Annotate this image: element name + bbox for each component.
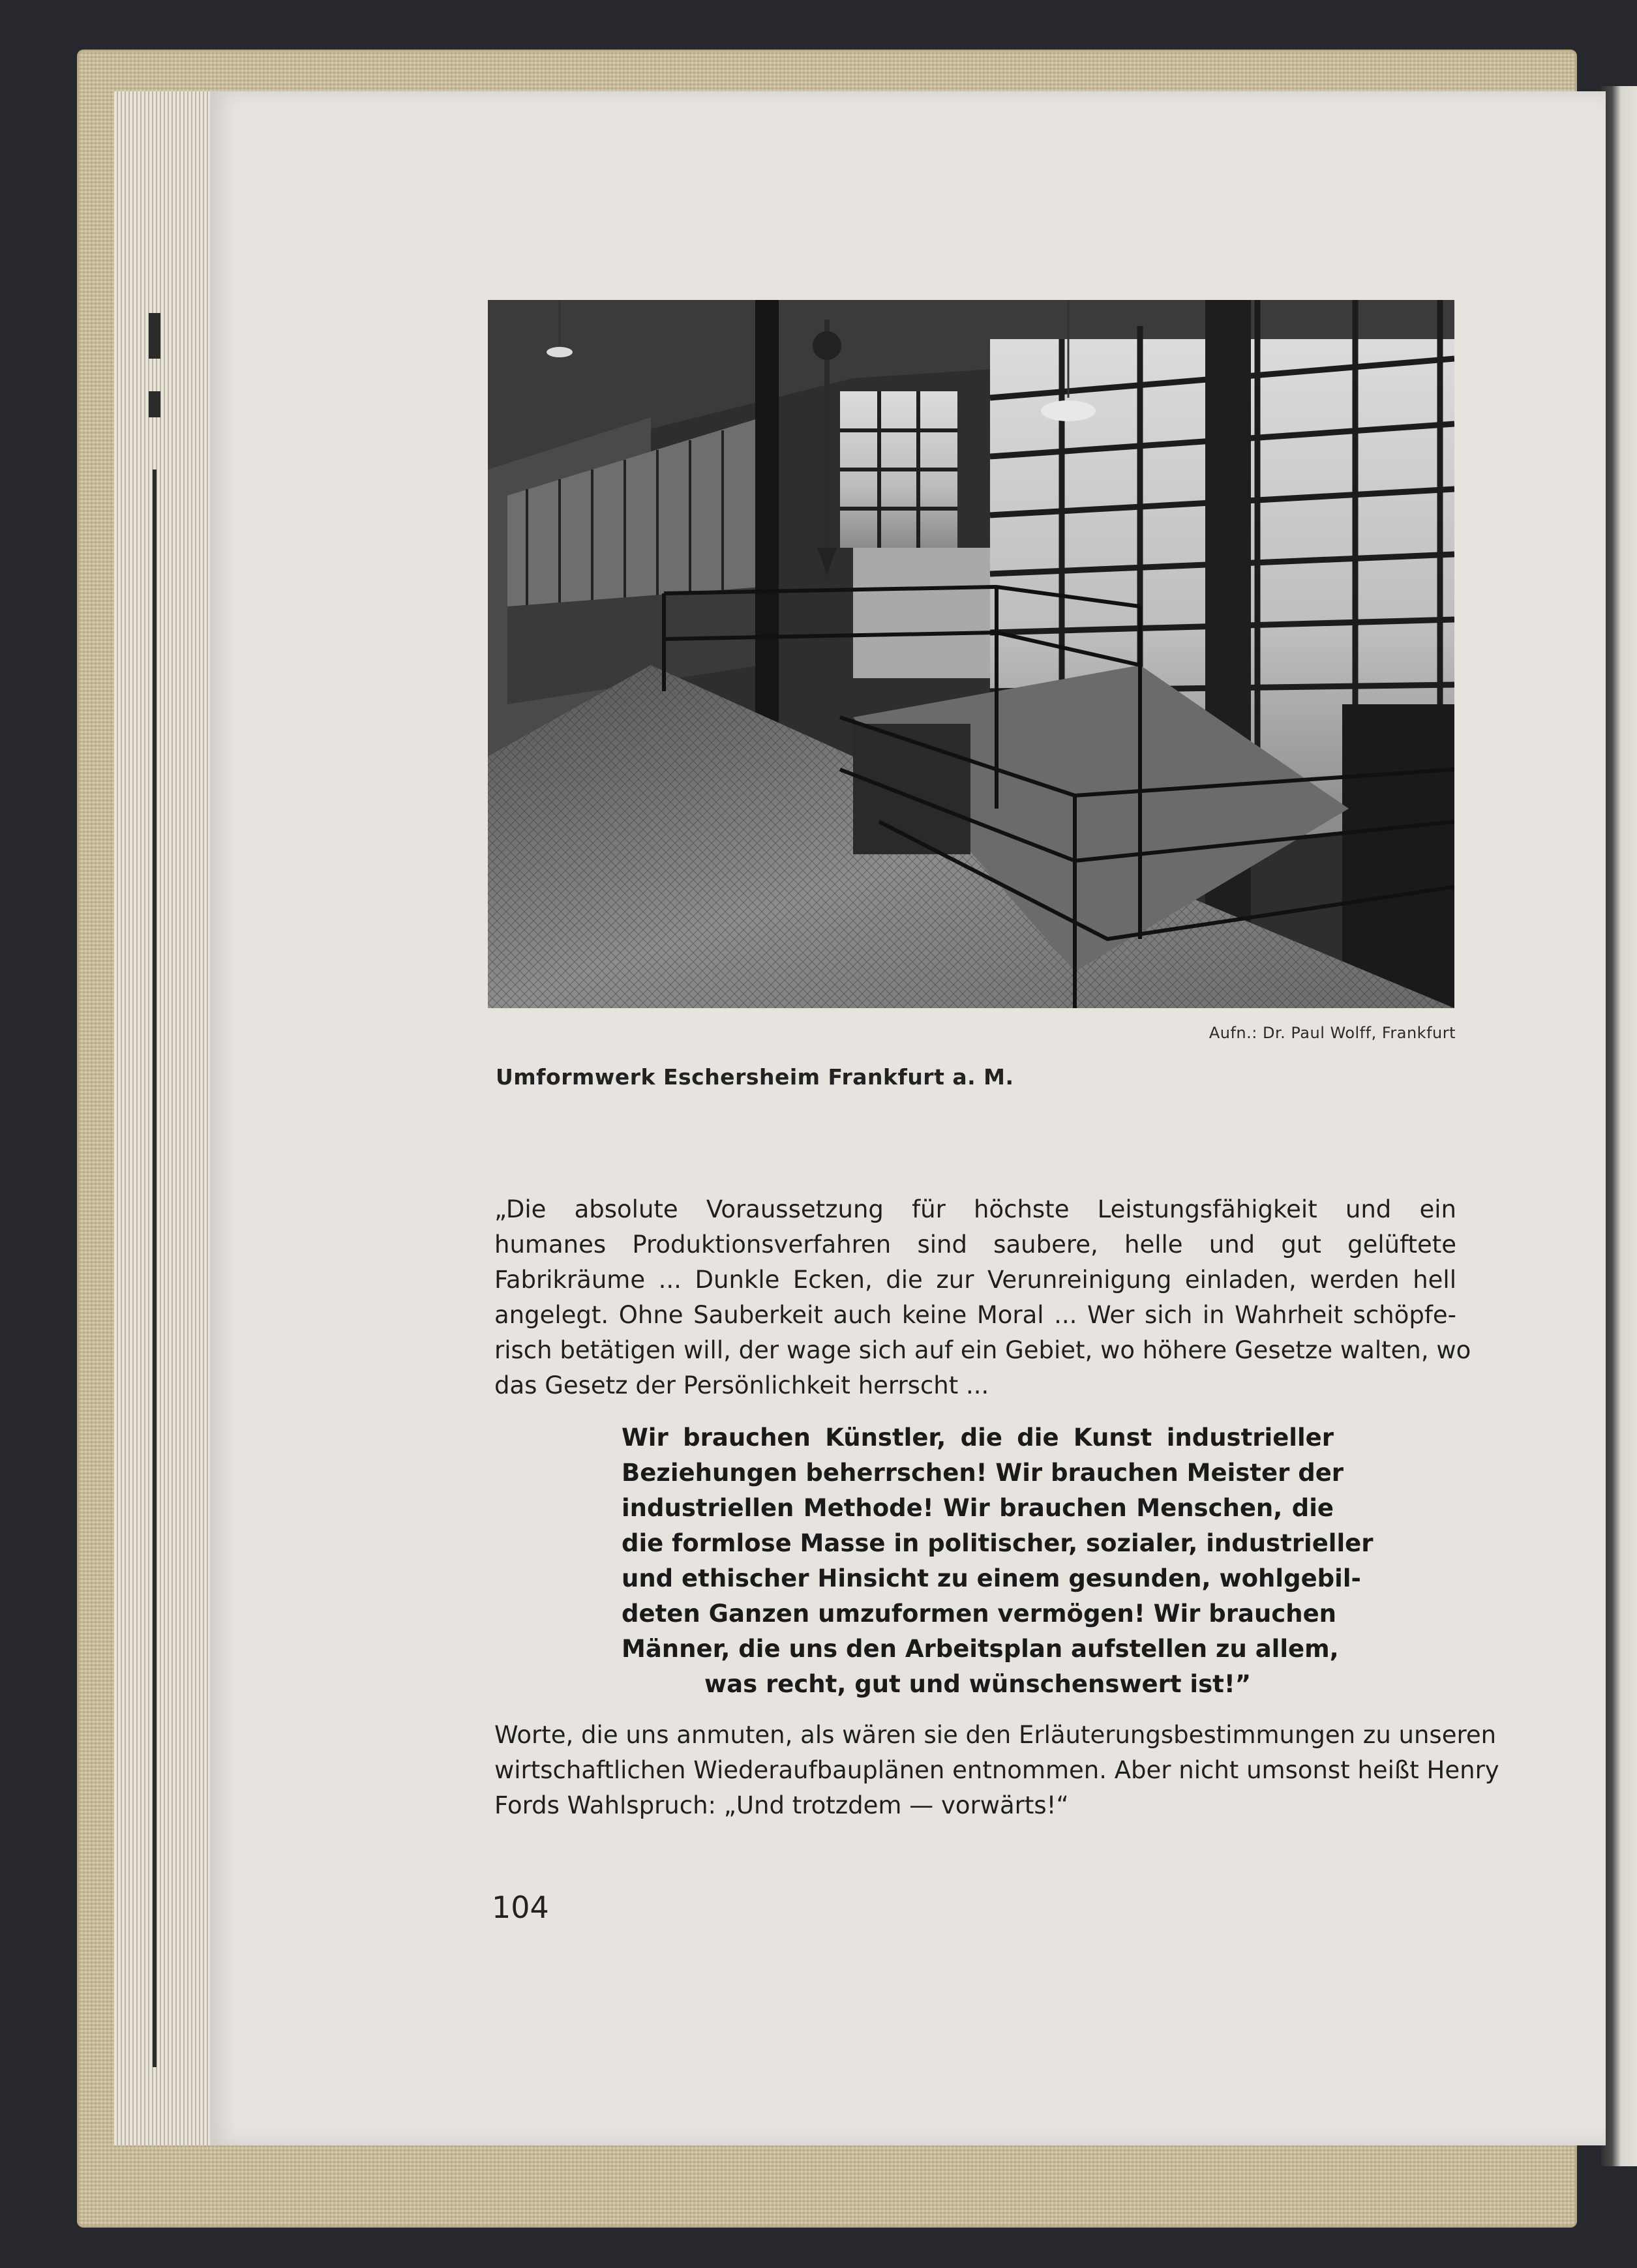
paragraph-line: das Gesetz der Persönlichkeit herrscht ... [494,1371,989,1399]
body-paragraph-1 [494,1192,1471,1403]
paragraph-line: Fabrikräume ... Dunkle Ecken, die zur Verunreinigung einladen, werden hell [494,1266,1456,1294]
paragraph-line: angelegt. Ohne Sauberkeit auch keine Moral ... Wer sich in Wahrheit schöpfe- [494,1301,1456,1329]
bold-quote [622,1420,1374,1702]
paragraph-line: „Die absolute Voraussetzung für höchste Leistungsfähigkeit und ein [494,1195,1456,1223]
quote-line: Beziehungen beherrschen! Wir brauchen Meister der [622,1459,1344,1487]
book-gutter [1601,86,1637,2166]
page-edges [114,91,218,2145]
factory-photo [488,300,1454,1008]
quote-line: und ethischer Hinsicht zu einem gesunden, wohlgebil- [622,1564,1361,1592]
paragraph-line: risch betätigen will, der wage sich auf ein Gebiet, wo höhere Gesetze walten, wo [494,1336,1471,1364]
quote-line: die formlose Masse in politischer, sozialer, industrieller [622,1529,1374,1557]
quote-line: Männer, die uns den Arbeitsplan aufstellen zu allem, [622,1635,1339,1663]
body-paragraph-2 [494,1718,1499,1823]
paragraph-line: Fords Wahlspruch: „Und trotzdem — vorwärts!“ [494,1791,1069,1819]
photo-caption: Umformwerk Eschersheim Frankfurt a. M. [496,1064,1014,1090]
paragraph-line: Worte, die uns anmuten, als wären sie den Erläuterungsbestimmungen zu unseren [494,1721,1497,1749]
quote-line: industriellen Methode! Wir brauchen Menschen, die [622,1494,1334,1522]
photo-credit: Aufn.: Dr. Paul Wolff, Frankfurt [1209,1024,1456,1042]
factory-interior-illustration [488,300,1454,1008]
quote-line: Wir brauchen Künstler, die die Kunst industrieller [622,1424,1334,1452]
quote-line: was recht, gut und wünschenswert ist!” [704,1670,1252,1698]
paragraph-line: wirtschaftlichen Wiederaufbauplänen entnommen. Aber nicht umsonst heißt Henry [494,1756,1499,1784]
spine-marks [149,313,160,2074]
quote-line: deten Ganzen umzuformen vermögen! Wir brauchen [622,1600,1336,1628]
page-number: 104 [492,1890,549,1925]
paragraph-line: humanes Produktionsverfahren sind saubere, helle und gut gelüftete [494,1231,1456,1259]
